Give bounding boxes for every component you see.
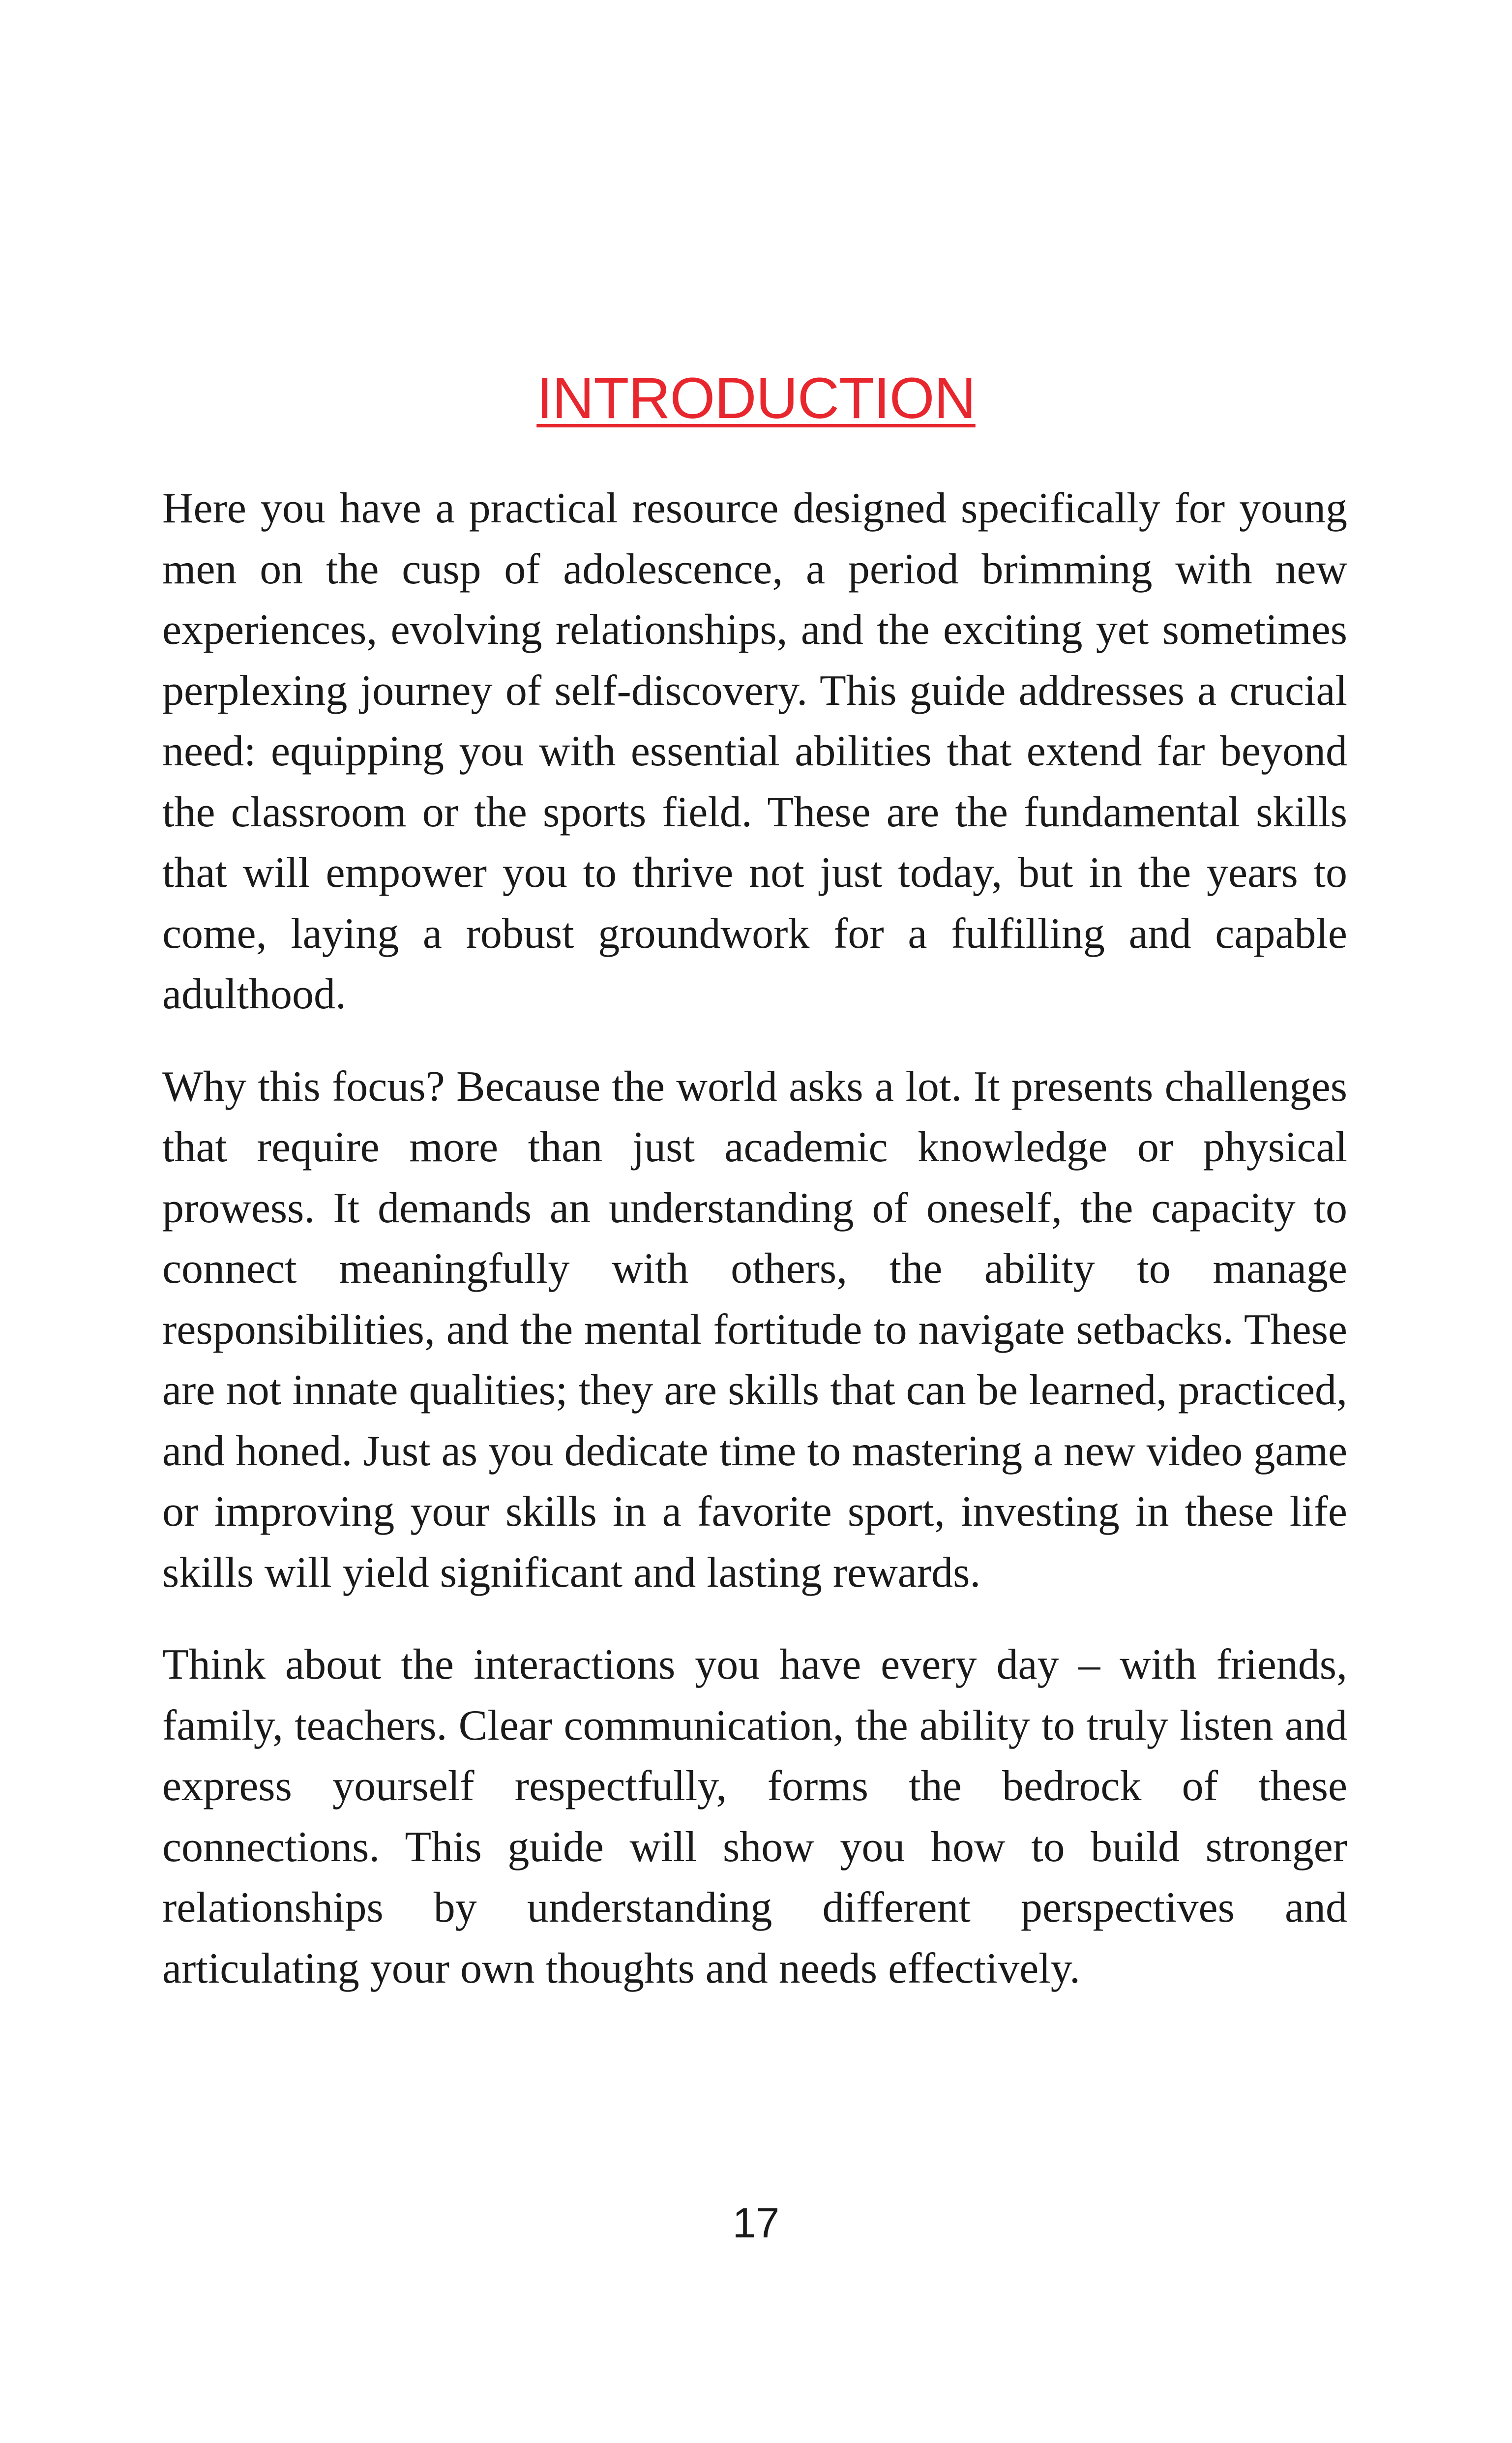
chapter-title: INTRODUCTION: [536, 366, 976, 431]
body-text: [162, 478, 1347, 2030]
paragraph-2: Why this focus? Because the world asks a lot. It presents challenges that require more than just academic knowledge or physical prowess. It demands an understanding of oneself, the capacity to connect meaningfully with others, the ability to manage responsibilities, and the mental fortitude to navigate setbacks. These are not innate qualities; they are skills that can be learned, practiced, and honed. Just as you dedicate time to mastering a new video game or improving your skills in a favorite sport, investing in these life skills will yield significant and lasting rewards.: [162, 1062, 1347, 1597]
paragraph-1: Here you have a practical resource designed specifically for young men on the cusp of adolescence, a period brimming with new experiences, evolving relationships, and the exciting yet sometimes perplexing journey of self-discovery. This guide addresses a crucial need: equipping you with essential abilities that extend far beyond the classroom or the sports field. These are the fundamental skills that will empower you to thrive not just today, but in the years to come, laying a robust groundwork for a fulfilling and capable adulthood.: [162, 484, 1347, 1018]
page-number: 17: [732, 2200, 780, 2247]
paragraph-3: Think about the interactions you have every day – with friends, family, teachers. Clear communication, the ability to truly listen and express yourself respectfully, forms the bedrock of these connections. This guide will show you how to build stronger relationships by understanding different perspectives and articulating your own thoughts and needs effectively.: [162, 1641, 1347, 1992]
